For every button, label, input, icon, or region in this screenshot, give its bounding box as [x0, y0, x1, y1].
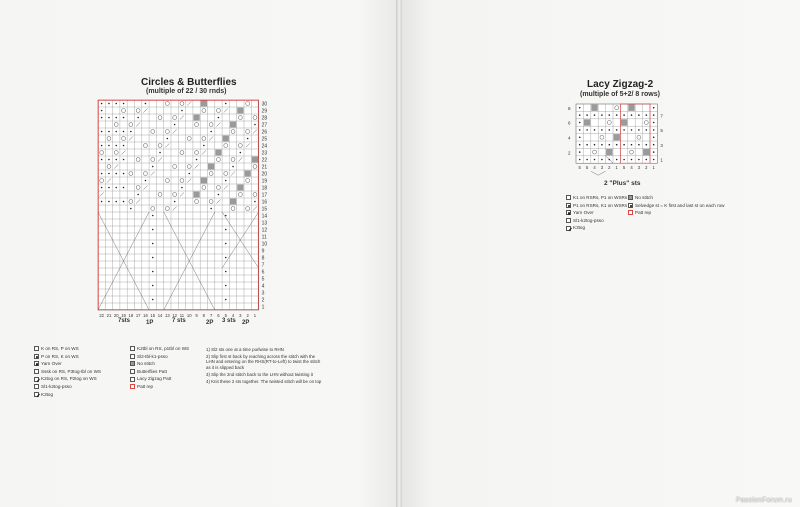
left-legend-label: Sl1-k2tog-psso	[41, 383, 72, 389]
red-symbol-icon	[130, 384, 135, 389]
plain-symbol-icon	[34, 384, 39, 389]
row-number: 20	[261, 171, 268, 178]
row-number: 19	[261, 178, 268, 185]
row-number: 10	[261, 241, 268, 248]
left-legend-column-1	[34, 345, 101, 398]
slash-symbol-icon	[34, 377, 39, 382]
right-chart-title: Lacy Zigzag-2	[587, 79, 654, 90]
bottom-label-2: 1P	[146, 320, 154, 326]
col-number: 5	[622, 165, 626, 171]
row-number: 23	[261, 150, 268, 157]
circ-symbol-icon	[34, 361, 39, 366]
row-number: 14	[261, 213, 268, 220]
row-number: 24	[261, 143, 268, 150]
col-number: 2	[246, 313, 249, 318]
note-4: 4) Knit these 2 sts together. The twisted stitch will be on top	[206, 379, 322, 385]
row-number-right: 3	[660, 142, 663, 148]
right-legend-item	[628, 209, 688, 217]
col-number: 7	[209, 313, 213, 318]
right-legend-item	[628, 194, 688, 202]
col-number: 15	[150, 313, 156, 318]
col-number: 5	[224, 313, 227, 318]
right-legend-item	[566, 209, 627, 217]
circ-symbol-icon	[566, 210, 571, 215]
circles-butterflies-chart	[96, 98, 272, 330]
row-number: 8	[261, 255, 265, 262]
plain-symbol-icon	[130, 377, 135, 382]
dot-symbol-icon	[34, 354, 39, 359]
left-chart-subtitle: (multiple of 22 / 30 rnds)	[146, 88, 227, 95]
bottom-label-5: 3 sts	[222, 318, 236, 324]
left-legend-item	[130, 360, 189, 368]
plain-symbol-icon	[34, 369, 39, 374]
row-number: 9	[261, 248, 265, 255]
left-legend-item	[34, 360, 101, 368]
col-number: 22	[99, 313, 104, 318]
gray-symbol-icon	[628, 195, 633, 200]
row-number-left: 4	[568, 135, 571, 141]
note-2: 2) Slip first st back by reaching across the stitch with the LHN and entering on the RHS(RT-to-Left) to twist the stitch as it is slipped back	[206, 354, 321, 370]
col-number: 3	[600, 165, 604, 171]
left-legend-label: K2tog on RS, P2tog on WS	[41, 376, 97, 382]
right-legend-item	[566, 194, 627, 202]
row-number: 28	[261, 115, 268, 122]
left-legend-item	[130, 368, 189, 376]
row-number: 21	[261, 164, 268, 171]
col-number: 1	[652, 165, 655, 171]
plain-symbol-icon	[566, 218, 571, 223]
right-legend-label: Patt rep	[635, 210, 652, 216]
row-number: 22	[261, 157, 268, 164]
plain-symbol-icon	[130, 346, 135, 351]
col-number: 5	[585, 165, 589, 171]
col-number: 3	[239, 313, 242, 318]
dot-symbol-icon	[566, 203, 571, 208]
right-legend-item	[566, 224, 627, 232]
row-number-left: 2	[568, 150, 571, 156]
right-legend-label: No stitch	[635, 195, 653, 200]
right-legend-label: Sl1-k2tog-psso	[573, 217, 604, 223]
left-chart-title: Circles & Butterflies	[141, 77, 237, 88]
row-number: 18	[261, 185, 268, 192]
col-number: 1	[253, 313, 257, 318]
row-number: 12	[261, 227, 268, 234]
plain-symbol-icon	[130, 369, 135, 374]
row-number: 5	[261, 276, 265, 283]
row-number: 15	[261, 206, 268, 213]
row-number: 4	[261, 283, 265, 290]
watermark: PassionForum.ru	[735, 497, 792, 504]
row-number: 26	[261, 129, 268, 136]
plain-symbol-icon	[566, 195, 571, 200]
row-number: 3	[261, 290, 265, 297]
bottom-label-3: 7 sts	[172, 318, 186, 324]
right-legend-label: K3tog	[573, 225, 586, 231]
left-legend-label: No stitch	[137, 361, 155, 367]
right-legend-item	[566, 217, 627, 225]
row-number-left: 8	[568, 105, 571, 111]
right-legend-label: Yarn Over	[573, 210, 594, 216]
col-number: 20	[113, 313, 119, 318]
row-number: 30	[261, 101, 268, 108]
left-legend-label: Patt rep	[137, 383, 154, 389]
left-legend-column-2	[130, 345, 189, 391]
left-legend-item	[34, 353, 101, 361]
plus-sts-bracket	[591, 171, 606, 175]
left-legend-label: K on RS, P on WS	[41, 346, 79, 351]
left-legend-item	[130, 353, 189, 361]
left-legend-label: Butterflies Patt	[137, 368, 167, 374]
row-number: 17	[261, 192, 268, 199]
row-number: 11	[261, 234, 267, 241]
col-number: 1	[615, 165, 618, 171]
plain-symbol-icon	[34, 346, 39, 351]
col-number: 19	[121, 313, 126, 318]
col-number: 4	[593, 165, 596, 171]
bottom-label-1: 7sts	[118, 318, 131, 324]
row-number: 25	[261, 136, 268, 143]
row-number-right: 5	[660, 128, 663, 134]
gray-symbol-icon	[130, 361, 135, 366]
plus-sts-label: 2 "Plus" sts	[604, 180, 641, 187]
right-chart-subtitle: (multiple of 5+2/ 8 rows)	[580, 91, 660, 98]
right-legend-label: P1 on RSRs, K1 on WSRs	[573, 202, 628, 208]
row-number: 13	[261, 220, 268, 227]
col-number: 14	[157, 313, 163, 318]
row-number: 29	[261, 108, 268, 115]
row-number-right: 7	[660, 113, 663, 119]
col-number: 6	[217, 313, 220, 318]
red-symbol-icon	[628, 210, 633, 215]
lacy-zigzag-chart	[566, 102, 666, 190]
col-number: 9	[195, 313, 198, 318]
row-number: 6	[261, 269, 265, 276]
right-legend-item	[566, 202, 627, 210]
dot-symbol-icon	[628, 203, 633, 208]
col-number: 12	[172, 313, 177, 318]
row-number: 1	[261, 304, 265, 311]
left-legend-label: Yarn Over	[41, 361, 62, 367]
row-number-right: 1	[660, 157, 663, 163]
col-number: 17	[135, 313, 141, 318]
col-number: 4	[231, 313, 235, 318]
col-number: 21	[106, 313, 112, 318]
col-number: 16	[143, 313, 148, 318]
col-number: 2	[608, 165, 611, 171]
left-legend-item	[34, 375, 101, 383]
col-number: 11	[179, 313, 185, 318]
left-legend-label: Lacy Zigzag Patt	[137, 376, 172, 382]
left-legend-item	[34, 383, 101, 391]
col-number: 2	[645, 165, 648, 171]
left-legend-label: Sssk on RS, P3tog-tbl on WS	[41, 368, 101, 374]
col-number: 13	[165, 313, 170, 318]
left-legend-item	[34, 345, 101, 353]
slash-symbol-icon	[34, 392, 39, 397]
left-notes	[206, 347, 324, 386]
left-legend-item	[34, 368, 101, 376]
note-3: 3) Slip the 2nd stitch back to the LHN without twisting it	[206, 371, 313, 377]
row-number: 2	[261, 297, 265, 304]
bottom-label-6: 2P	[242, 320, 250, 326]
right-page	[400, 0, 800, 507]
row-number: 27	[261, 122, 268, 129]
right-legend-column-1	[566, 194, 627, 232]
bottom-label-4: 2P	[206, 320, 214, 326]
row-number-left: 6	[568, 120, 571, 126]
row-number: 16	[261, 199, 268, 206]
note-1: 1) Sl2 sts one at a time purlwise to RHN	[206, 347, 284, 352]
left-legend-item	[130, 383, 189, 391]
slash-symbol-icon	[566, 226, 571, 231]
right-legend-label: K1 on RSRs, P1 on WSRs	[573, 195, 628, 200]
left-legend-item	[34, 391, 101, 399]
col-number: 4	[630, 165, 633, 171]
col-number: 18	[128, 313, 134, 318]
left-legend-label: K3tog	[41, 391, 54, 397]
plain-symbol-icon	[130, 354, 135, 359]
col-number: 8	[202, 313, 206, 318]
col-number: 3	[637, 165, 641, 171]
left-legend-label: K2tbl on RS, p1tbl on WS	[137, 346, 190, 351]
row-number: 7	[261, 262, 265, 269]
left-legend-label: P on RS, K on WS	[41, 353, 79, 359]
right-legend-label: Selvedge st = K first and last st on each row	[635, 202, 725, 208]
col-number: 10	[186, 313, 192, 318]
col-number: 5	[578, 165, 581, 171]
left-legend-label: Sl2-tbl-k1-psso	[137, 353, 168, 359]
book-spine	[396, 0, 402, 507]
right-legend-item	[628, 202, 725, 210]
left-legend-item	[130, 345, 189, 353]
left-legend-item	[130, 375, 189, 383]
right-legend-column-2	[628, 194, 725, 217]
